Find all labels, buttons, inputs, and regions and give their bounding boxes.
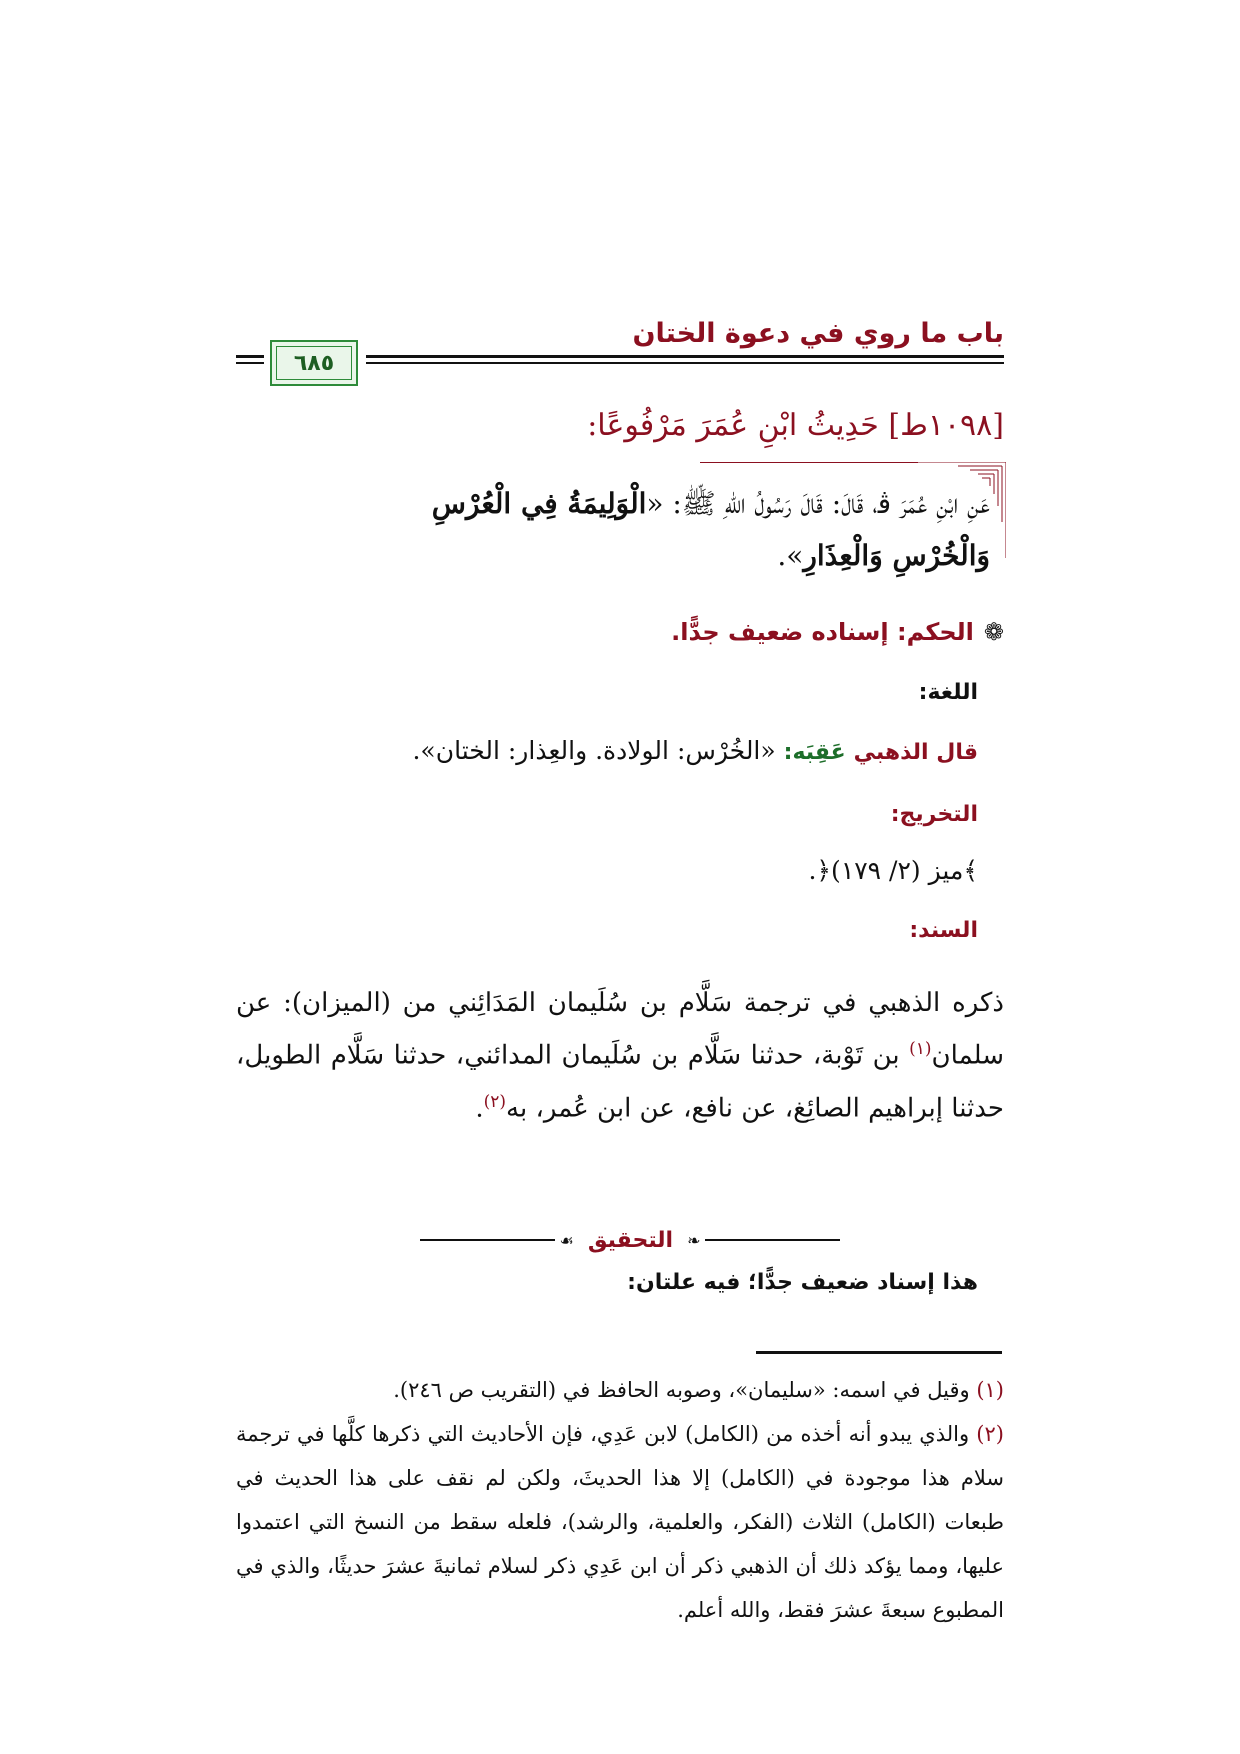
dhahabi-line [412,736,978,765]
divider-line-right [705,1239,840,1241]
footnote-number: (١) [976,1378,1004,1402]
footnote-number: (٢) [976,1422,1004,1446]
hadith-end: ». [777,539,804,572]
hadith-heading: [١٠٩٨ط] حَدِيثُ ابْنِ عُمَرَ مَرْفُوعًا: [587,408,1004,443]
footnote-rule [756,1351,1002,1354]
footnote-ref-1[interactable]: (١) [909,1039,932,1059]
footnote-2 [236,1412,1004,1632]
dhahabi-suffix: عَقِبَه: [783,740,846,765]
ornament-icon: ❧ [687,1230,701,1250]
sanad-end: . [475,1093,484,1124]
hadith-text [236,478,990,582]
ornament-icon: ☙ [559,1230,574,1250]
footnote-ref-2[interactable]: (٢) [483,1091,507,1112]
heading-underline [700,462,918,463]
footnotes [236,1368,1004,1632]
hadith-matn-1: الْوَلِيمَةُ فِي الْعُرْسِ [431,487,647,520]
tahqiq-divider [420,1226,840,1254]
footnote-text: وقيل في اسمه: «سليمان»، وصوبه الحافظ في (التقريب ص ٢٤٦). [393,1378,970,1402]
conclusion: هذا إسناد ضعيف جدًّا؛ فيه علتان: [627,1270,978,1295]
footnote-1 [236,1368,1004,1412]
header-rule-left-2 [236,362,264,364]
running-title: باب ما روي في دعوة الختان [632,318,1004,349]
page-number-frame [270,340,358,386]
hadith-matn-2: وَالْخُرْسِ وَالْعِذَارِ [803,539,990,572]
tahqiq-label: التحقيق [587,1227,674,1253]
lugha-text: «الخُرْس: الولادة. والعِذار: الختان». [412,736,776,765]
flower-icon: ❁ [983,618,1004,646]
takhrij-text: ﴾ميز (٢/ ١٧٩)﴿. [808,856,978,885]
sanad-paragraph [236,980,1004,1131]
hadith-intro: عَنِ ابْنِ عُمَرَ ﭬ، قَالَ: قَالَ رَسُولُ اللهِ ﷺ: « [646,487,990,520]
divider-line-left [420,1239,555,1241]
ruling [671,618,1004,646]
footnote-text: والذي يبدو أنه أخذه من (الكامل) لابن عَدِي، فإن الأحاديث التي ذكرها كلَّها في ترجمة سلام هذا موجودة في (الكامل) إلا هذا الحديثَ، ولكن لم نقف على هذا الحديث في طبعات (الكامل) الثلاث (الفكر، والعلمية، والرشد)، فلعله سقط من النسخ التي اعتمدوا عليها، ومما يؤكد ذلك أن الذهبي ذكر أن ابن عَدِي ذكر لسلام ثمانيةَ عشرَ حديثًا، والذي في المطبوع سبعةَ عشرَ فقط، والله أعلم. [236,1422,1004,1622]
dhahabi-label: قال الذهبي [853,740,978,765]
header-rule-right-2 [366,362,1004,364]
sanad-text-1: ذكره الذهبي في ترجمة سَلَّام بن سُلَيمان المَدَائِني من (الميزان): عن سلمان [236,988,1004,1071]
takhrij-label: التخريج: [890,802,978,827]
ruling-label: الحكم: [896,618,974,646]
sanad-text-2: بن تَوْبة، حدثنا سَلَّام بن سُلَيمان المدائني، حدثنا سَلَّام الطويل، حدثنا إبراهيم الصائِغ، عن نافع، عن ابن عُمر، به [236,1040,1004,1124]
header-rule-right [366,355,1004,358]
header-rule-left [236,355,264,358]
page-number: ٦٨٥ [293,350,335,376]
sanad-label: السند: [909,918,978,943]
lugha-label: اللغة: [918,680,978,705]
ruling-text: إسناده ضعيف جدًّا. [671,618,889,646]
